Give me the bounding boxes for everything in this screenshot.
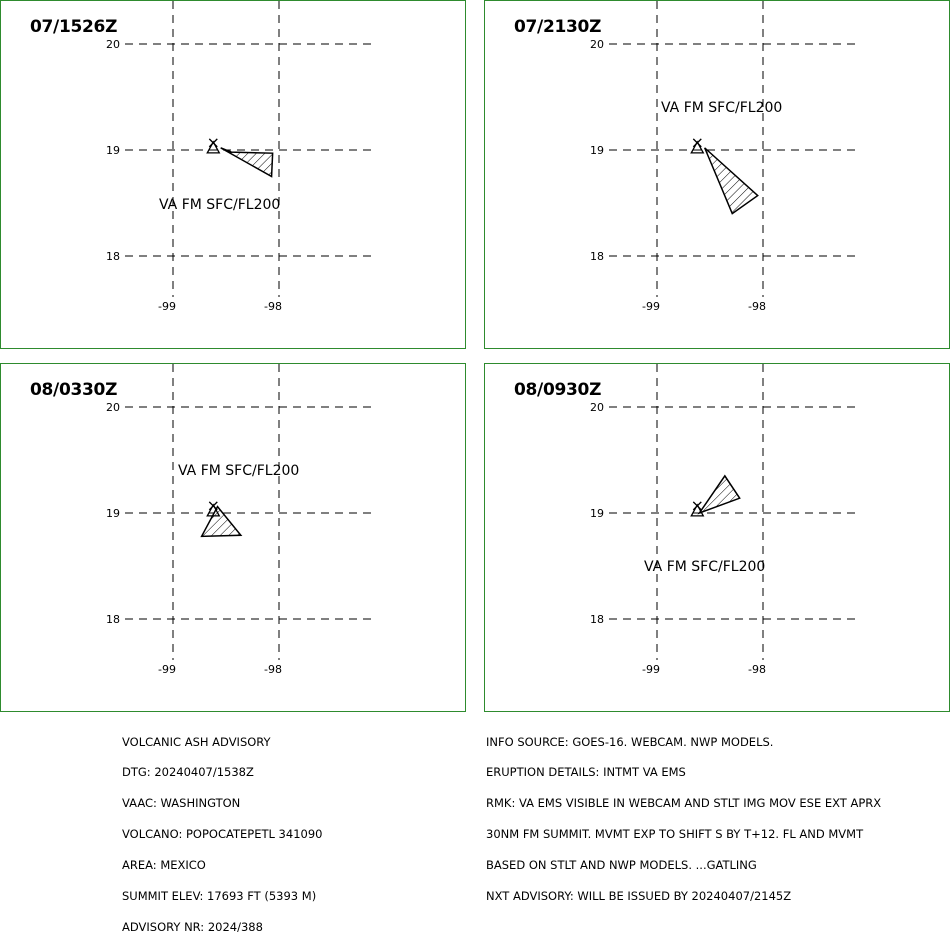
advisory-line: NXT ADVISORY: WILL BE ISSUED BY 20240407/2145Z	[486, 889, 792, 904]
ash-level-label: VA FM SFC/FL200	[178, 463, 300, 479]
advisory-header-text	[122, 716, 322, 943]
ash-cloud-polygon	[699, 476, 739, 513]
advisory-line: ADVISORY NR: 2024/388	[122, 919, 263, 934]
lon-tick-label: -99	[158, 663, 176, 676]
lon-tick-label: -99	[642, 663, 660, 676]
map-canvas	[1, 1, 467, 350]
map-panel-4	[484, 363, 950, 712]
map-panel-3	[0, 363, 466, 712]
volcano-icon	[207, 139, 219, 153]
ash-cloud-polygon	[705, 148, 758, 214]
lat-tick-label: 19	[590, 144, 604, 157]
map-canvas	[485, 1, 950, 350]
lat-tick-label: 20	[106, 38, 120, 51]
lat-tick-label: 19	[106, 144, 120, 157]
ash-level-label: VA FM SFC/FL200	[661, 100, 783, 116]
advisory-line: DTG: 20240407/1538Z	[122, 765, 254, 780]
map-canvas	[485, 364, 950, 713]
lat-tick-label: 18	[106, 613, 120, 626]
advisory-line: BASED ON STLT AND NWP MODELS. ...GATLING	[486, 858, 757, 873]
ash-level-label: VA FM SFC/FL200	[159, 197, 281, 213]
lon-tick-label: -98	[748, 663, 766, 676]
lat-tick-label: 18	[106, 250, 120, 263]
lat-tick-label: 20	[106, 401, 120, 414]
lat-tick-label: 19	[590, 507, 604, 520]
advisory-line: 30NM FM SUMMIT. MVMT EXP TO SHIFT S BY T+12. FL AND MVMT	[486, 827, 864, 842]
lat-tick-label: 18	[590, 250, 604, 263]
lat-tick-label: 19	[106, 507, 120, 520]
lat-tick-label: 20	[590, 38, 604, 51]
ash-cloud-polygon	[202, 507, 241, 537]
volcano-icon	[691, 139, 703, 153]
lon-tick-label: -98	[264, 663, 282, 676]
panel-title: 07/2130Z	[514, 17, 602, 37]
advisory-line: SUMMIT ELEV: 17693 FT (5393 M)	[122, 889, 317, 904]
advisory-line: AREA: MEXICO	[122, 858, 206, 873]
advisory-line: VOLCANIC ASH ADVISORY	[122, 734, 271, 749]
advisory-line: VAAC: WASHINGTON	[122, 796, 241, 811]
ash-level-label: VA FM SFC/FL200	[644, 559, 766, 575]
advisory-line: ERUPTION DETAILS: INTMT VA EMS	[486, 765, 686, 780]
lon-tick-label: -99	[642, 300, 660, 313]
ash-cloud-polygon	[221, 148, 273, 177]
map-panel-2	[484, 0, 950, 349]
advisory-line: VOLCANO: POPOCATEPETL 341090	[122, 827, 323, 842]
map-canvas	[1, 364, 467, 713]
map-panel-1	[0, 0, 466, 349]
lon-tick-label: -98	[264, 300, 282, 313]
advisory-line: INFO SOURCE: GOES-16. WEBCAM. NWP MODELS.	[486, 734, 774, 749]
lon-tick-label: -99	[158, 300, 176, 313]
advisory-line: RMK: VA EMS VISIBLE IN WEBCAM AND STLT IMG MOV ESE EXT APRX	[486, 796, 882, 811]
advisory-remarks-text	[486, 716, 881, 912]
lat-tick-label: 20	[590, 401, 604, 414]
panel-title: 08/0930Z	[514, 380, 602, 400]
panel-title: 07/1526Z	[30, 17, 118, 37]
lon-tick-label: -98	[748, 300, 766, 313]
lat-tick-label: 18	[590, 613, 604, 626]
panel-title: 08/0330Z	[30, 380, 118, 400]
